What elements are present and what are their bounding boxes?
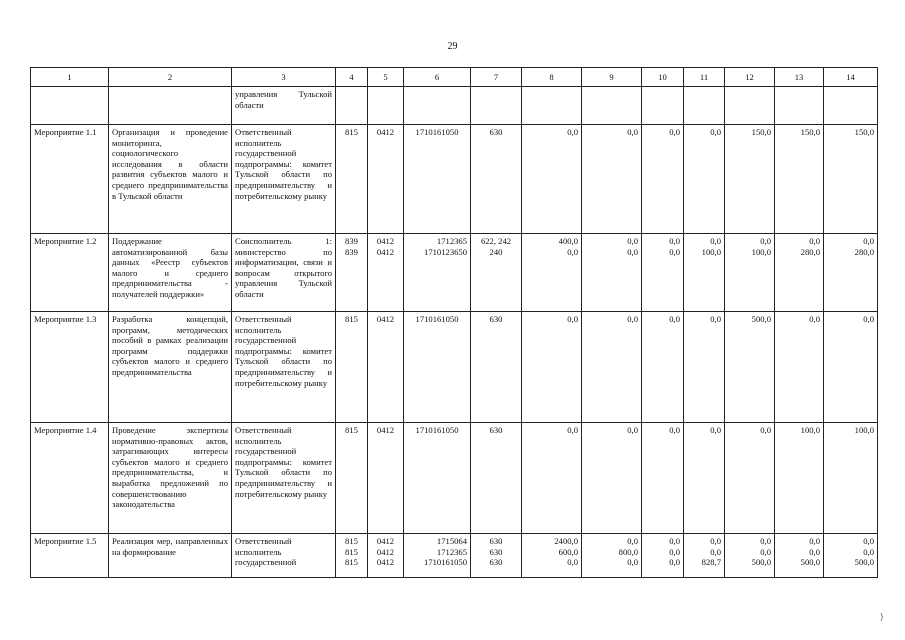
- event-name-cell: Мероприятие 1.2: [31, 234, 109, 312]
- grbs-cell: 815: [336, 125, 368, 234]
- header-cell: 7: [471, 68, 522, 87]
- amount-cell: 0,0 280,0: [775, 234, 824, 312]
- table-row: [31, 423, 878, 534]
- executor-cell: Соисполнитель 1: министерство по информатизации, связи и вопросам открытого управления Тульской области: [232, 234, 336, 312]
- executor-cell: Ответственный исполнитель государственной подпрограммы: комитет Тульской области по предпринимательству и потребительскому рынку: [232, 423, 336, 534]
- table-row: [31, 234, 878, 312]
- amount-cell: 0,0 800,0 0,0: [582, 534, 642, 578]
- target-article-cell: 1710161050: [404, 312, 471, 423]
- amount-cell: 2400,0 600,0 0,0: [522, 534, 582, 578]
- amount-cell: 0,0: [522, 125, 582, 234]
- header-cell: 9: [582, 68, 642, 87]
- amount-cell: [522, 87, 582, 125]
- section-cell: [368, 87, 404, 125]
- header-cell: 10: [642, 68, 684, 87]
- grbs-cell: 815 815 815: [336, 534, 368, 578]
- header-cell: 11: [684, 68, 725, 87]
- event-name-cell: Мероприятие 1.1: [31, 125, 109, 234]
- target-article-cell: 1712365 1710123650: [404, 234, 471, 312]
- amount-cell: 500,0: [725, 312, 775, 423]
- target-article-cell: 1710161050: [404, 125, 471, 234]
- amount-cell: 0,0: [582, 312, 642, 423]
- amount-cell: 0,0: [684, 312, 725, 423]
- header-cell: 8: [522, 68, 582, 87]
- executor-cell: Ответственный исполнитель государственной: [232, 534, 336, 578]
- amount-cell: 0,0 0,0 500,0: [725, 534, 775, 578]
- amount-cell: 100,0: [775, 423, 824, 534]
- event-description-cell: Организация и проведение мониторинга, социологического исследования в области развития субъектов малого и среднего предпринимательства в Тульской области: [109, 125, 232, 234]
- amount-cell: 0,0 0,0 0,0: [642, 534, 684, 578]
- expense-type-cell: 630 630 630: [471, 534, 522, 578]
- amount-cell: 0,0: [642, 312, 684, 423]
- section-cell: 0412 0412: [368, 234, 404, 312]
- event-description-cell: [109, 87, 232, 125]
- header-cell: 2: [109, 68, 232, 87]
- amount-cell: 150,0: [725, 125, 775, 234]
- amount-cell: [775, 87, 824, 125]
- grbs-cell: 815: [336, 312, 368, 423]
- header-cell: 5: [368, 68, 404, 87]
- amount-cell: 0,0: [582, 125, 642, 234]
- amount-cell: 0,0: [642, 125, 684, 234]
- executor-cell: Ответственный исполнитель государственной подпрограммы: комитет Тульской области по предпринимательству и потребительскому рынку: [232, 125, 336, 234]
- event-description-cell: Реализация мер, направленных на формирование: [109, 534, 232, 578]
- header-cell: 12: [725, 68, 775, 87]
- scan-mark: ⟩: [880, 612, 884, 622]
- amount-cell: 0,0: [522, 423, 582, 534]
- amount-cell: [725, 87, 775, 125]
- section-cell: 0412: [368, 312, 404, 423]
- header-cell: 4: [336, 68, 368, 87]
- event-name-cell: Мероприятие 1.4: [31, 423, 109, 534]
- header-cell: 3: [232, 68, 336, 87]
- amount-cell: [642, 87, 684, 125]
- target-article-cell: [404, 87, 471, 125]
- target-article-cell: 1710161050: [404, 423, 471, 534]
- amount-cell: 0,0: [522, 312, 582, 423]
- amount-cell: [824, 87, 878, 125]
- table-row: [31, 534, 878, 578]
- header-cell: 6: [404, 68, 471, 87]
- amount-cell: 0,0 0,0: [642, 234, 684, 312]
- grbs-cell: 815: [336, 423, 368, 534]
- amount-cell: 100,0: [824, 423, 878, 534]
- event-description-cell: Поддержание автоматизированной базы данных «Реестр субъектов малого и среднего предпринимательства - получателей поддержки»: [109, 234, 232, 312]
- table-row: [31, 125, 878, 234]
- grbs-cell: [336, 87, 368, 125]
- event-description-cell: Проведение экспертизы нормативно-правовых актов, затрагивающих интересы субъектов малого и среднего предпринимательства, и выработка предложений по совершенствованию законодательства: [109, 423, 232, 534]
- event-description-cell: Разработка концепций, программ, методических пособий в рамках реализации программ поддержки субъектов малого и среднего предпринимательства: [109, 312, 232, 423]
- executor-cell: Ответственный исполнитель государственной подпрограммы: комитет Тульской области по предпринимательству и потребительскому рынку: [232, 312, 336, 423]
- target-article-cell: 1715064 1712365 1710161050: [404, 534, 471, 578]
- amount-cell: 0,0 280,0: [824, 234, 878, 312]
- table-row: [31, 312, 878, 423]
- section-cell: 0412: [368, 423, 404, 534]
- amount-cell: 0,0: [684, 423, 725, 534]
- amount-cell: 0,0: [725, 423, 775, 534]
- amount-cell: 0,0: [824, 312, 878, 423]
- header-cell: 13: [775, 68, 824, 87]
- expense-type-cell: [471, 87, 522, 125]
- expense-type-cell: 630: [471, 125, 522, 234]
- amount-cell: 0,0 0,0 500,0: [775, 534, 824, 578]
- amount-cell: 150,0: [775, 125, 824, 234]
- page-number: 29: [447, 41, 458, 52]
- amount-cell: 0,0 0,0 500,0: [824, 534, 878, 578]
- amount-cell: 0,0: [775, 312, 824, 423]
- amount-cell: 0,0 0,0 828,7: [684, 534, 725, 578]
- event-name-cell: Мероприятие 1.5: [31, 534, 109, 578]
- event-name-cell: [31, 87, 109, 125]
- executor-cell: управления Тульской области: [232, 87, 336, 125]
- amount-cell: 400,0 0,0: [522, 234, 582, 312]
- expense-type-cell: 630: [471, 312, 522, 423]
- amount-cell: 0,0: [642, 423, 684, 534]
- header-cell: 14: [824, 68, 878, 87]
- header-row: [31, 68, 878, 87]
- amount-cell: 0,0 100,0: [684, 234, 725, 312]
- amount-cell: 0,0 0,0: [582, 234, 642, 312]
- table-row: [31, 87, 878, 125]
- amount-cell: 150,0: [824, 125, 878, 234]
- amount-cell: 0,0: [684, 125, 725, 234]
- expense-type-cell: 630: [471, 423, 522, 534]
- amount-cell: [582, 87, 642, 125]
- grbs-cell: 839 839: [336, 234, 368, 312]
- expense-type-cell: 622, 242 240: [471, 234, 522, 312]
- header-cell: 1: [31, 68, 109, 87]
- budget-table: [30, 67, 878, 578]
- section-cell: 0412: [368, 125, 404, 234]
- amount-cell: 0,0 100,0: [725, 234, 775, 312]
- event-name-cell: Мероприятие 1.3: [31, 312, 109, 423]
- section-cell: 0412 0412 0412: [368, 534, 404, 578]
- amount-cell: 0,0: [582, 423, 642, 534]
- amount-cell: [684, 87, 725, 125]
